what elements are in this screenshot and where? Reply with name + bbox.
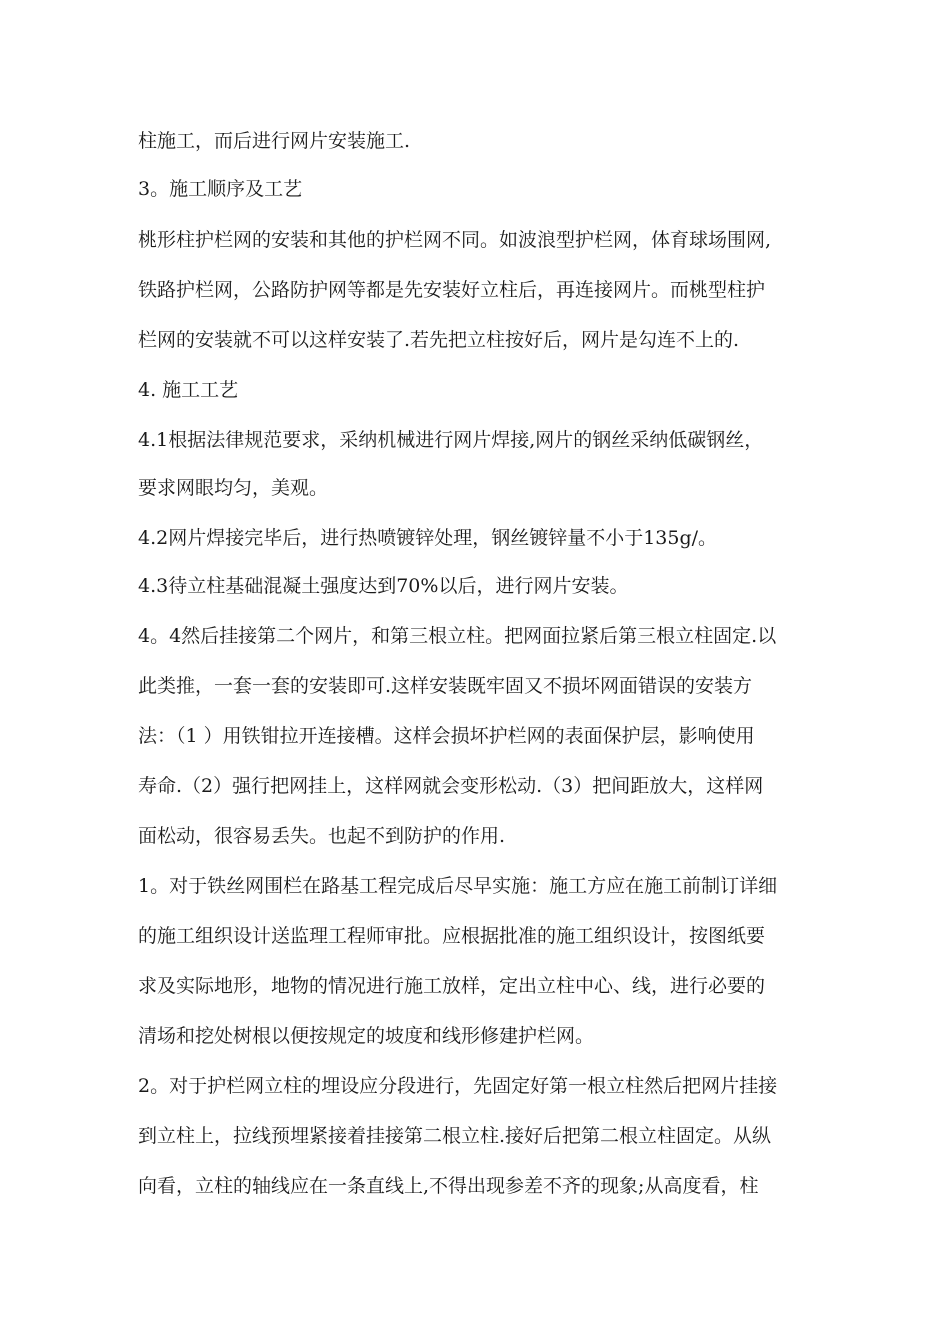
text-line: 求及实际地形，地物的情况进行施工放样，定出立柱中心、线，进行必要的 xyxy=(138,975,766,997)
text-line: 4.1根据法律规范要求，采纳机械进行网片焊接,网片的钢丝采纳低碳钢丝， xyxy=(138,429,764,451)
text-line: 清场和挖处树根以便按规定的坡度和线形修建护栏网。 xyxy=(138,1025,595,1047)
text-line: 向看，立柱的轴线应在一条直线上,不得出现参差不齐的现象;从高度看，柱 xyxy=(138,1175,759,1197)
text-line: 栏网的安装就不可以这样安装了.若先把立柱按好后，网片是勾连不上的. xyxy=(138,329,740,351)
section-heading: 4. 施工工艺 xyxy=(138,379,239,401)
text-line: 面松动，很容易丢失。也起不到防护的作用. xyxy=(138,825,506,847)
text-line: 到立柱上，拉线预埋紧接着挂接第二根立柱.接好后把第二根立柱固定。从纵 xyxy=(138,1125,772,1147)
text-line: 2。对于护栏网立柱的埋设应分段进行，先固定好第一根立柱然后把网片挂接 xyxy=(138,1075,778,1097)
text-line: 桃形柱护栏网的安装和其他的护栏网不同。如波浪型护栏网，体育球场围网, xyxy=(138,229,772,251)
text-line: 此类推，一套一套的安装即可.这样安装既牢固又不损坏网面错误的安装方 xyxy=(138,675,753,697)
text-line: 4.2网片焊接完毕后，进行热喷镀锌处理，钢丝镀锌量不小于135g/。 xyxy=(138,527,718,549)
text-line: 寿命.（2）强行把网挂上，这样网就会变形松动.（3）把间距放大，这样网 xyxy=(138,775,764,797)
text-line: 的施工组织设计送监理工程师审批。应根据批准的施工组织设计，按图纸要 xyxy=(138,925,766,947)
text-line: 柱施工，而后进行网片安装施工. xyxy=(138,130,411,152)
text-line: 要求网眼均匀，美观。 xyxy=(138,477,329,499)
text-line: 4.3待立柱基础混凝土强度达到70%以后，进行网片安装。 xyxy=(138,575,629,597)
text-line: 法：（1 ）用铁钳拉开连接槽。这样会损坏护栏网的表面保护层，影响使用 xyxy=(138,725,755,747)
text-line: 4。4然后挂接第二个网片，和第三根立柱。把网面拉紧后第三根立柱固定.以 xyxy=(138,625,777,647)
text-line: 铁路护栏网，公路防护网等都是先安装好立柱后，再连接网片。而桃型柱护 xyxy=(138,279,766,301)
section-heading: 3。施工顺序及工艺 xyxy=(138,178,303,200)
text-line: 1。对于铁丝网围栏在路基工程完成后尽早实施：施工方应在施工前制订详细 xyxy=(138,875,778,897)
